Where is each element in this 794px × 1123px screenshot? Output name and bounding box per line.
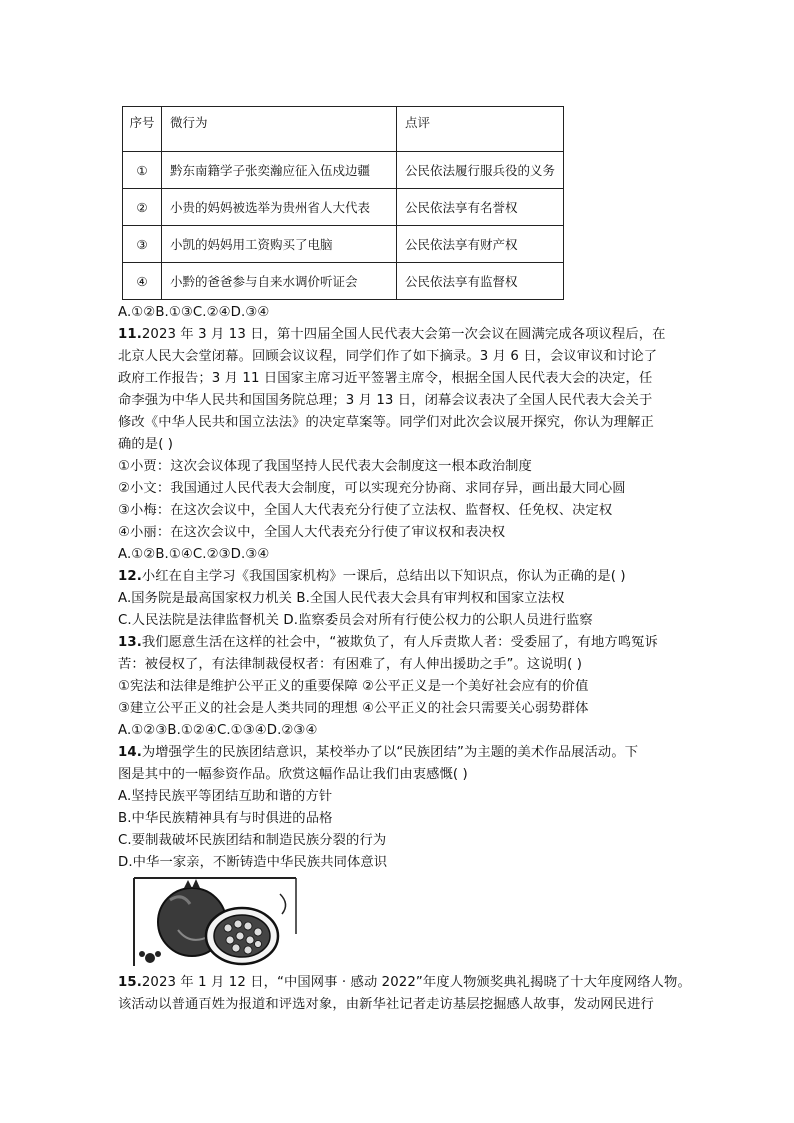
header-cell: 微行为 — [161, 107, 396, 152]
q13-number: 13. — [118, 635, 142, 650]
q11-statement: ④小丽：在这次会议中，全国人大代表充分行使了审议权和表决权 — [118, 525, 506, 540]
q11-line — [118, 324, 666, 346]
q13-text: 我们愿意生活在这样的社会中，“被欺负了，有人斥责欺人者：受委屈了，有地方鸣冤诉 — [141, 635, 658, 650]
q14-text: 为增强学生的民族团结意识，某校举办了以“民族团结”为主题的美术作品展活动。下 — [141, 745, 639, 760]
table-cell: 公民依法享有名誉权 — [396, 189, 563, 226]
q11-statement: ①小贾：这次会议体现了我国坚持人民代表大会制度这一根本政治制度 — [118, 459, 532, 474]
header-cell: 序号 — [123, 107, 162, 152]
table-row — [123, 263, 564, 300]
q11-options: A.①②B.①④C.②③D.③④ — [118, 547, 270, 562]
q12-number: 12. — [118, 569, 142, 584]
q12-stem: 小红在自主学习《我国国家机构》一课后，总结出以下知识点，你认为正确的是( ) — [141, 569, 626, 584]
q15-text: 2023 年 1 月 12 日，“中国网事 · 感动 2022”年度人物颁奖典礼揭晓了十大年度网络人物。 — [141, 975, 691, 990]
table-cell: 小黔的爸爸参与自来水调价听证会 — [161, 263, 396, 300]
pomegranate-icon — [130, 874, 300, 970]
q11-line: 修改《中华人民共和国立法法》的决定草案等。同学们对此次会议展开探究，你认为理解正 — [118, 415, 654, 430]
q12-options: C.人民法院是法律监督机关 D.监察委员会对所有行使公权力的公职人员进行监察 — [118, 613, 593, 628]
q14-option: C.要制裁破坏民族团结和制造民族分裂的行为 — [118, 833, 387, 848]
q14-line: 图是其中的一幅参资作品。欣赏这幅作品让我们由衷感慨( ) — [118, 767, 468, 782]
q12-line — [118, 566, 626, 588]
header-cell: 点评 — [396, 107, 563, 152]
q14-option: A.坚持民族平等团结互助和谐的方针 — [118, 789, 333, 804]
table-header-row — [123, 107, 564, 152]
table-cell: 公民依法享有财产权 — [396, 226, 563, 263]
q13-line: 苦：被侵权了，有法律制裁侵权者：有困难了，有人伸出援助之手”。这说明( ) — [118, 657, 582, 672]
table-cell: ④ — [123, 263, 162, 300]
q13-statement: ③建立公平正义的社会是人类共同的理想 ④公平正义的社会只需要关心弱势群体 — [118, 701, 589, 716]
q12-options: A.国务院是最高国家权力机关 B.全国人民代表大会具有审判权和国家立法权 — [118, 591, 565, 606]
q15-number: 15. — [118, 975, 142, 990]
q11-statement: ③小梅：在这次会议中，全国人大代表充分行使了立法权、监督权、任免权、决定权 — [118, 503, 613, 518]
table-cell: 小凯的妈妈用工资购买了电脑 — [161, 226, 396, 263]
table-cell: 公民依法履行服兵役的义务 — [396, 152, 563, 189]
q13-statement: ①宪法和法律是维护公平正义的重要保障 ②公平正义是一个美好社会应有的价值 — [118, 679, 589, 694]
table-cell: ① — [123, 152, 162, 189]
q11-line: 命李强为中华人民共和国国务院总理；3 月 13 日，闭幕会议表决了全国人民代表大会关于 — [118, 393, 653, 408]
q11-line: 政府工作报告；3 月 11 日国家主席习近平签署主席令，根据全国人民代表大会的决定，任 — [118, 371, 653, 386]
q10-table — [122, 106, 564, 300]
q15-line — [118, 972, 691, 994]
table-cell: ③ — [123, 226, 162, 263]
table-row — [123, 152, 564, 189]
q13-options: A.①②③B.①②④C.①③④D.②③④ — [118, 723, 318, 738]
q10-options: A.①②B.①③C.②④D.③④ — [118, 305, 270, 320]
q14-option: B.中华民族精神具有与时俱进的品格 — [118, 811, 333, 826]
q11-statement: ②小文：我国通过人民代表大会制度，可以实现充分协商、求同存异，画出最大同心圆 — [118, 481, 626, 496]
q14-line — [118, 742, 638, 764]
q11-line: 北京人民大会堂闭幕。回顾会议议程，同学们作了如下摘录。3 月 6 日，会议审议和讨论了 — [118, 349, 658, 364]
q11-number: 11. — [118, 327, 142, 342]
q11-text: 2023 年 3 月 13 日，第十四届全国人民代表大会第一次会议在圆满完成各项议程后，在 — [141, 327, 666, 342]
q14-option: D.中华一家亲，不断铸造中华民族共同体意识 — [118, 855, 388, 870]
table-row — [123, 226, 564, 263]
table-cell: 黔东南籍学子张奕瀚应征入伍戍边疆 — [161, 152, 396, 189]
q13-line — [118, 632, 658, 654]
table-cell: 公民依法享有监督权 — [396, 263, 563, 300]
q11-line: 确的是( ) — [118, 437, 174, 452]
table-cell: 小贵的妈妈被选举为贵州省人大代表 — [161, 189, 396, 226]
q15-line: 该活动以普通百姓为报道和评选对象，由新华社记者走访基层挖掘感人故事，发动网民进行 — [118, 997, 654, 1012]
pomegranate-illustration — [130, 874, 300, 970]
q14-number: 14. — [118, 745, 142, 760]
table-row — [123, 189, 564, 226]
table-cell: ② — [123, 189, 162, 226]
